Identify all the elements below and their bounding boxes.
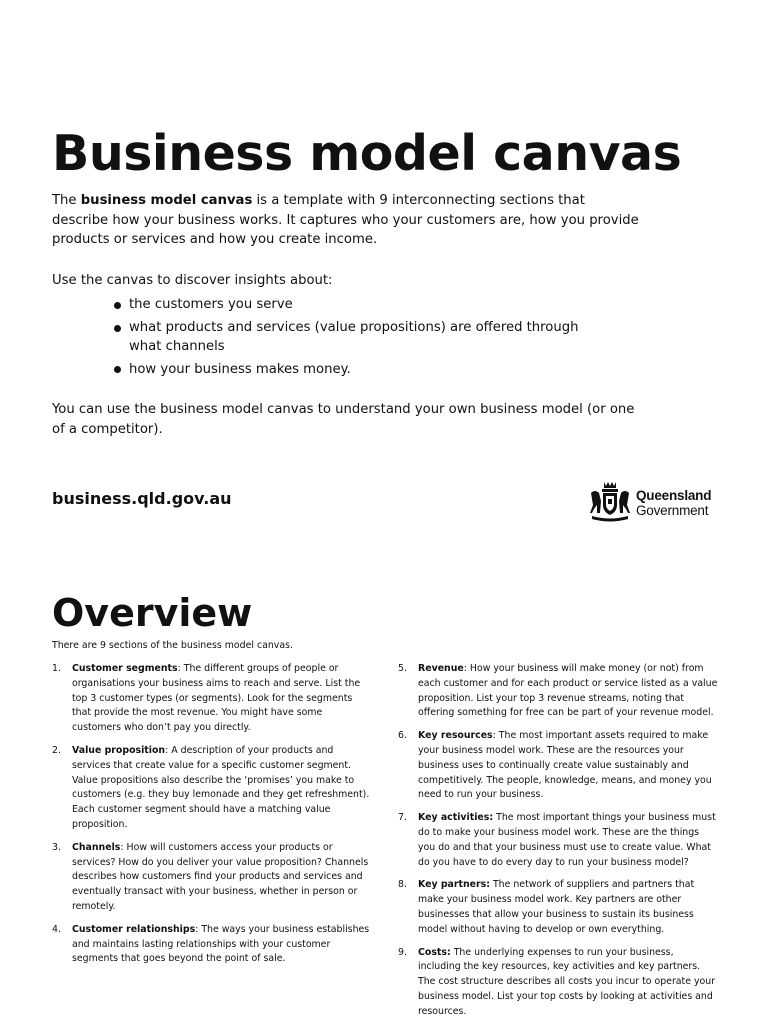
logo-wordmark	[636, 488, 711, 518]
item-term: Customer relationships	[72, 923, 196, 935]
list-item	[52, 662, 372, 736]
queensland-government-logo	[588, 479, 718, 523]
list-item	[52, 744, 372, 833]
insights-bullet-list	[112, 296, 612, 384]
bullet-item	[112, 361, 612, 380]
item-term: Channels	[72, 841, 121, 853]
bullet-text: what products and services (value propositions) are offered through what channels	[129, 320, 579, 354]
list-item	[398, 878, 718, 937]
list-item	[398, 729, 718, 803]
competitor-paragraph: You can use the business model canvas to understand your own business model (or one of a competitor).	[52, 402, 635, 437]
list-item	[52, 841, 372, 915]
intro-prefix: The	[52, 193, 81, 208]
bullet-item	[112, 319, 612, 356]
item-number: 1.	[52, 663, 61, 674]
item-number: 4.	[52, 923, 61, 935]
item-number: 2.	[52, 744, 61, 756]
item-description: The most important things your business must do to make your business model work. These are the things you do and that your business must use to create value. What do you have to do every day to run your business model?	[418, 812, 716, 868]
overview-list-right	[398, 662, 718, 1028]
use-canvas-text: Use the canvas to discover insights about:	[52, 273, 333, 288]
item-separator: :	[120, 841, 127, 853]
item-description: The network of suppliers and partners that make your business model work. Key partners are other businesses that allow your business to sustain its business model without having to develop or own everything.	[418, 879, 695, 935]
bullet-text: how your business makes money.	[129, 361, 351, 377]
bullet-text: the customers you serve	[129, 297, 293, 312]
item-separator: :	[165, 744, 172, 756]
intro-paragraph	[52, 191, 642, 250]
item-term: Key partners:	[418, 879, 490, 891]
intro-rest: is a template with 9 interconnecting sections that describe how your business works. It captures who your customers are, how you provide products or services and how you create income.	[52, 193, 639, 247]
item-separator: :	[177, 663, 184, 674]
item-number: 8.	[398, 879, 407, 891]
item-description: How your business will make money (or not) from each customer and for each product or service listed as a value proposition. List your top 3 revenue streams, noting that offering something for free can be part of your revenue model.	[418, 663, 718, 719]
item-number: 5.	[398, 663, 407, 674]
bullet-dot-icon	[114, 302, 121, 309]
queensland-coat-of-arms-icon	[588, 479, 632, 523]
item-term: Key activities:	[418, 812, 494, 824]
item-description: A description of your products and services that create value for a specific customer segment. Value propositions also describe the ‘promises’ you make to customers (e.g. they buy lemonade and they get refreshment). Each customer segment should have a matching value proposition.	[72, 744, 370, 830]
bullet-dot-icon	[114, 366, 121, 373]
list-item	[398, 946, 718, 1020]
item-term: Costs:	[418, 946, 451, 958]
item-term: Key resources	[418, 730, 493, 742]
website-link[interactable]: business.qld.gov.au	[52, 489, 232, 508]
item-number: 7.	[398, 812, 407, 824]
item-separator: :	[492, 730, 499, 742]
logo-line-government: Government	[636, 503, 709, 518]
list-item	[52, 923, 372, 967]
item-term: Revenue	[418, 663, 464, 674]
page-title: Business model canvas	[52, 125, 682, 182]
item-term: Customer segments	[72, 663, 178, 674]
item-separator: :	[463, 663, 470, 674]
item-separator: :	[195, 923, 202, 935]
intro-bold-term: business model canvas	[80, 193, 253, 208]
overview-intro: There are 9 sections of the business model canvas.	[52, 640, 293, 651]
logo-line-queensland: Queensland	[636, 488, 712, 503]
item-number: 6.	[398, 730, 407, 742]
item-term: Value proposition	[72, 744, 166, 756]
list-item	[398, 811, 718, 870]
overview-list-left	[52, 662, 372, 975]
overview-heading: Overview	[52, 591, 253, 635]
item-description: The most important assets required to make your business model work. These are the resources your business uses to continually create value sustainably and competitively. The people, knowledge, means, and money you need to run your business.	[418, 730, 712, 801]
item-description: The different groups of people or organisations your business aims to reach and serve. List the top 3 customer types (or segments). Look for the segments that provide the most revenue. You might have some customers who don’t pay you directly.	[72, 663, 361, 734]
item-description: The underlying expenses to run your business, including the key resources, key activities and key partners. The cost structure describes all costs you incur to operate your business model. List your top costs by looking at activities and resources.	[418, 946, 716, 1017]
bullet-item	[112, 296, 612, 315]
bullet-dot-icon	[114, 325, 121, 332]
item-number: 9.	[398, 946, 407, 958]
item-description: How will customers access your products or services? How do you deliver your value proposition? Channels describes how customers find your products and services and eventually transact with your business, whether in person or remotely.	[72, 841, 369, 912]
list-item	[398, 662, 718, 721]
item-description: The ways your business establishes and maintains lasting relationships with your customer segments that goes beyond the point of sale.	[72, 923, 370, 965]
item-number: 3.	[52, 841, 61, 853]
